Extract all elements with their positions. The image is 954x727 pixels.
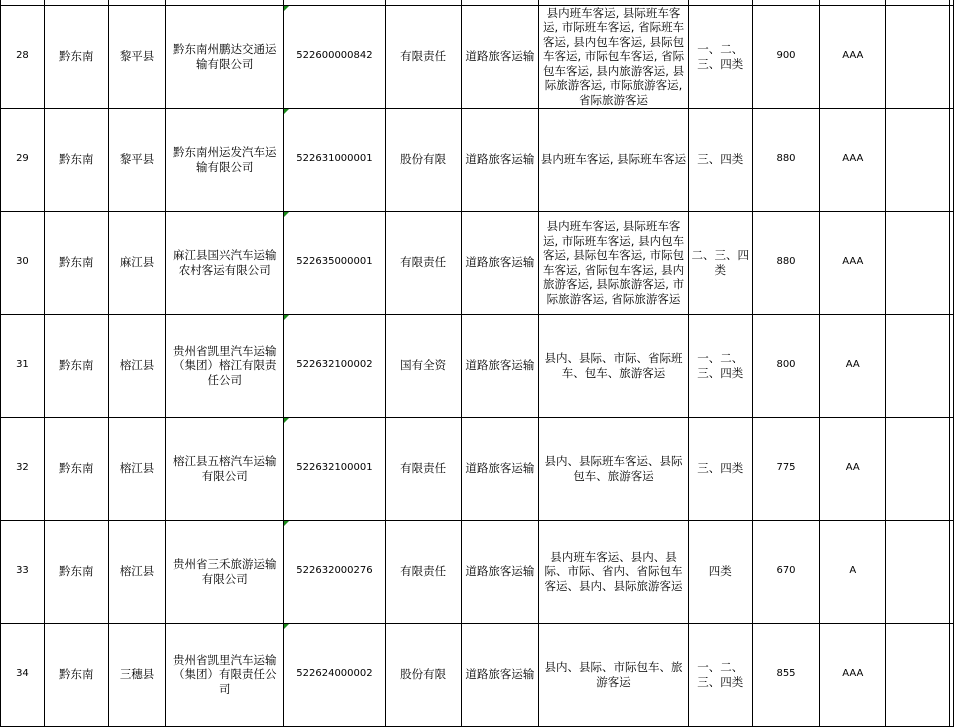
license-code-cell[interactable]: 522624000002 xyxy=(284,623,386,726)
license-code-cell[interactable]: 522632000276 xyxy=(284,520,386,623)
business-type-cell[interactable]: 道路旅客运输 xyxy=(461,108,539,211)
region-cell[interactable]: 黔东南 xyxy=(44,520,108,623)
business-type-cell[interactable]: 道路旅客运输 xyxy=(461,314,539,417)
empty-cell[interactable] xyxy=(949,314,953,417)
license-code-cell[interactable]: 522632100002 xyxy=(284,314,386,417)
table-row xyxy=(1,623,954,726)
grade-cell[interactable]: AA xyxy=(820,314,886,417)
empty-cell[interactable] xyxy=(949,108,953,211)
business-type-cell[interactable]: 道路旅客运输 xyxy=(461,417,539,520)
business-scope-cell[interactable]: 县内班车客运, 县际班车客运, 市际班车客运, 县内包车客运, 县际包车客运, 市际包车客运, 省际包车客运, 县内旅游客运, 县际旅游客运, 市际旅游客运, 省际旅游客运 xyxy=(539,211,689,314)
county-cell[interactable]: 麻江县 xyxy=(108,211,166,314)
class-cell[interactable]: 二、三、四类 xyxy=(688,211,752,314)
empty-cell[interactable] xyxy=(886,108,950,211)
row-number-cell[interactable]: 33 xyxy=(1,520,45,623)
business-scope-cell[interactable]: 县内班车客运, 县际班车客运 xyxy=(539,108,689,211)
score-cell[interactable]: 670 xyxy=(752,520,820,623)
license-code-cell[interactable]: 522635000001 xyxy=(284,211,386,314)
cell-marker-icon xyxy=(284,109,289,114)
region-cell[interactable]: 黔东南 xyxy=(44,211,108,314)
grade-cell[interactable]: AAA xyxy=(820,623,886,726)
row-number-cell[interactable]: 34 xyxy=(1,623,45,726)
business-type-cell[interactable]: 道路旅客运输 xyxy=(461,623,539,726)
row-number-cell[interactable]: 30 xyxy=(1,211,45,314)
grade-cell[interactable]: AAA xyxy=(820,211,886,314)
business-type-cell[interactable]: 道路旅客运输 xyxy=(461,5,539,108)
cell-marker-icon xyxy=(284,6,289,11)
score-cell[interactable]: 880 xyxy=(752,211,820,314)
county-cell[interactable]: 榕江县 xyxy=(108,417,166,520)
company-name-cell[interactable]: 贵州省三禾旅游运输有限公司 xyxy=(166,520,284,623)
empty-cell[interactable] xyxy=(949,211,953,314)
row-number-cell[interactable]: 31 xyxy=(1,314,45,417)
row-number-cell[interactable]: 28 xyxy=(1,5,45,108)
cell-marker-icon xyxy=(284,315,289,320)
license-code-cell[interactable]: 522631000001 xyxy=(284,108,386,211)
class-cell[interactable]: 四类 xyxy=(688,520,752,623)
row-number-cell[interactable]: 32 xyxy=(1,417,45,520)
county-cell[interactable]: 榕江县 xyxy=(108,520,166,623)
table-row xyxy=(1,108,954,211)
score-cell[interactable]: 775 xyxy=(752,417,820,520)
empty-cell[interactable] xyxy=(949,623,953,726)
enterprise-type-cell[interactable]: 股份有限 xyxy=(385,623,461,726)
empty-cell[interactable] xyxy=(886,314,950,417)
empty-cell[interactable] xyxy=(949,417,953,520)
enterprise-type-cell[interactable]: 有限责任 xyxy=(385,520,461,623)
cell-marker-icon xyxy=(284,212,289,217)
county-cell[interactable]: 榕江县 xyxy=(108,314,166,417)
table-row xyxy=(1,417,954,520)
table-row xyxy=(1,520,954,623)
class-cell[interactable]: 三、四类 xyxy=(688,108,752,211)
business-type-cell[interactable]: 道路旅客运输 xyxy=(461,520,539,623)
empty-cell[interactable] xyxy=(886,417,950,520)
score-cell[interactable]: 800 xyxy=(752,314,820,417)
company-name-cell[interactable]: 黔东南州鹏达交通运输有限公司 xyxy=(166,5,284,108)
score-cell[interactable]: 855 xyxy=(752,623,820,726)
region-cell[interactable]: 黔东南 xyxy=(44,314,108,417)
region-cell[interactable]: 黔东南 xyxy=(44,623,108,726)
grade-cell[interactable]: AA xyxy=(820,417,886,520)
cell-marker-icon xyxy=(284,624,289,629)
empty-cell[interactable] xyxy=(886,211,950,314)
grade-cell[interactable]: AAA xyxy=(820,108,886,211)
company-name-cell[interactable]: 黔东南州运发汽车运输有限公司 xyxy=(166,108,284,211)
business-scope-cell[interactable]: 县内、县际班车客运、县际包车、旅游客运 xyxy=(539,417,689,520)
license-code-cell[interactable]: 522632100001 xyxy=(284,417,386,520)
company-name-cell[interactable]: 榕江县五榕汽车运输有限公司 xyxy=(166,417,284,520)
region-cell[interactable]: 黔东南 xyxy=(44,417,108,520)
class-cell[interactable]: 一、二、三、四类 xyxy=(688,314,752,417)
company-name-cell[interactable]: 麻江县国兴汽车运输农村客运有限公司 xyxy=(166,211,284,314)
table-body xyxy=(1,0,954,726)
region-cell[interactable]: 黔东南 xyxy=(44,108,108,211)
empty-cell[interactable] xyxy=(886,623,950,726)
empty-cell[interactable] xyxy=(886,520,950,623)
grade-cell[interactable]: A xyxy=(820,520,886,623)
company-name-cell[interactable]: 贵州省凯里汽车运输（集团）榕江有限责任公司 xyxy=(166,314,284,417)
enterprise-type-cell[interactable]: 国有全资 xyxy=(385,314,461,417)
cell-marker-icon xyxy=(284,418,289,423)
business-scope-cell[interactable]: 县内班车客运、县内、县际、市际、省内、省际包车客运、县内、县际旅游客运 xyxy=(539,520,689,623)
county-cell[interactable]: 三穗县 xyxy=(108,623,166,726)
enterprise-type-cell[interactable]: 股份有限 xyxy=(385,108,461,211)
score-cell[interactable]: 880 xyxy=(752,108,820,211)
cell-marker-icon xyxy=(284,521,289,526)
county-cell[interactable]: 黎平县 xyxy=(108,108,166,211)
table-row xyxy=(1,211,954,314)
license-code-cell[interactable]: 522600000842 xyxy=(284,5,386,108)
empty-cell[interactable] xyxy=(949,5,953,108)
table-row xyxy=(1,314,954,417)
business-scope-cell[interactable]: 县内、县际、市际、省际班车、包车、旅游客运 xyxy=(539,314,689,417)
row-number-cell[interactable]: 29 xyxy=(1,108,45,211)
business-scope-cell[interactable]: 县内班车客运, 县际班车客运, 市际班车客运, 省际班车客运, 县内包车客运, 县际包车客运, 市际包车客运, 省际包车客运, 县内旅游客运, 县际旅游客运, 市际旅游客运, 省际旅游客运 xyxy=(539,5,689,108)
region-cell[interactable]: 黔东南 xyxy=(44,5,108,108)
score-cell[interactable]: 900 xyxy=(752,5,820,108)
business-type-cell[interactable]: 道路旅客运输 xyxy=(461,211,539,314)
class-cell[interactable]: 一、二、三、四类 xyxy=(688,623,752,726)
enterprise-type-cell[interactable]: 有限责任 xyxy=(385,211,461,314)
company-name-cell[interactable]: 贵州省凯里汽车运输（集团）有限责任公司 xyxy=(166,623,284,726)
grade-cell[interactable]: AAA xyxy=(820,5,886,108)
class-cell[interactable]: 三、四类 xyxy=(688,417,752,520)
table-row xyxy=(1,5,954,108)
enterprise-type-cell[interactable]: 有限责任 xyxy=(385,5,461,108)
empty-cell[interactable] xyxy=(886,5,950,108)
county-cell[interactable]: 黎平县 xyxy=(108,5,166,108)
empty-cell[interactable] xyxy=(949,520,953,623)
enterprise-type-cell[interactable]: 有限责任 xyxy=(385,417,461,520)
class-cell[interactable]: 一、二、三、四类 xyxy=(688,5,752,108)
business-scope-cell[interactable]: 县内、县际、市际包车、旅游客运 xyxy=(539,623,689,726)
